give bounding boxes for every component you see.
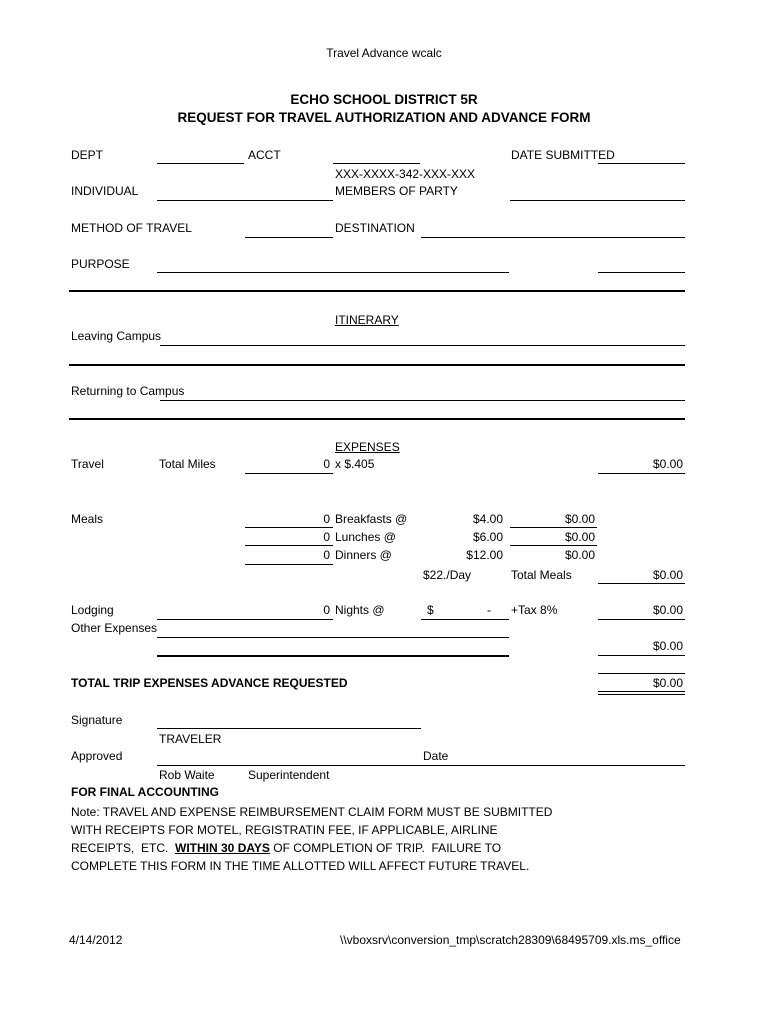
breakfast-total: $0.00	[564, 512, 595, 526]
acct-label: ACCT	[248, 148, 281, 162]
tax-label: +Tax 8%	[511, 603, 558, 617]
lunch-total-line	[510, 545, 597, 546]
individual-field-line[interactable]	[157, 200, 333, 201]
form-title-request: REQUEST FOR TRAVEL AUTHORIZATION AND ADVANCE FORM	[177, 110, 591, 125]
mileage-rate: x $.405	[335, 457, 375, 471]
purpose-extra-line[interactable]	[598, 272, 685, 273]
grand-total-underline-1	[598, 691, 685, 692]
grand-total-top-line	[598, 673, 685, 674]
lunch-rate: $6.00	[472, 530, 503, 544]
members-of-party-label: MEMBERS OF PARTY	[335, 184, 458, 198]
returning-campus-label: Returning to Campus	[71, 384, 185, 398]
expenses-heading: EXPENSES	[335, 440, 400, 454]
purpose-label: PURPOSE	[71, 257, 130, 271]
returning-campus-line-2[interactable]	[69, 418, 685, 420]
per-day-rate: $22./Day	[423, 568, 472, 582]
leaving-campus-line-2[interactable]	[69, 364, 685, 366]
approved-line[interactable]	[157, 765, 685, 766]
footer-file-path: \\vboxsrv\conversion_tmp\scratch28309\68495709.xls.ms_office	[340, 933, 681, 947]
lodging-rate[interactable]: -	[487, 603, 491, 617]
breakfast-total-line	[510, 527, 597, 528]
returning-campus-line[interactable]	[160, 400, 685, 401]
nights-label: Nights @	[335, 603, 385, 617]
total-meals-label: Total Meals	[511, 568, 572, 582]
acct-value: XXX-XXXX-342-XXX-XXX	[335, 167, 476, 181]
approved-label: Approved	[71, 749, 123, 763]
dept-label: DEPT	[71, 148, 104, 162]
other-expenses-label: Other Expenses	[71, 621, 158, 635]
dept-field-line[interactable]	[157, 163, 244, 164]
individual-label: INDIVIDUAL	[71, 184, 139, 198]
approver-title: Superintendent	[248, 768, 330, 782]
purpose-second-line[interactable]	[69, 290, 685, 292]
method-of-travel-label: METHOD OF TRAVEL	[71, 221, 192, 235]
other-expenses-total: $0.00	[652, 639, 683, 653]
total-advance-label: TOTAL TRIP EXPENSES ADVANCE REQUESTED	[71, 676, 348, 690]
sheet-title: Travel Advance wcalc	[326, 46, 442, 60]
note-line-1: Note: TRAVEL AND EXPENSE REIMBURSEMENT CLAIM FORM MUST BE SUBMITTED	[71, 805, 553, 819]
total-meals-line	[598, 583, 685, 584]
breakfast-label: Breakfasts @	[335, 512, 408, 526]
lunch-total: $0.00	[564, 530, 595, 544]
travel-total-line	[598, 473, 685, 474]
breakfast-qty-line	[245, 527, 333, 528]
note-line-3-start: RECEIPTS, ETC.	[71, 841, 176, 855]
lodging-total-line	[598, 619, 685, 620]
acct-field-line[interactable]	[333, 163, 420, 164]
travel-total: $0.00	[652, 457, 683, 471]
note-line-2: WITH RECEIPTS FOR MOTEL, REGISTRATIN FEE, IF APPLICABLE, AIRLINE	[71, 823, 498, 837]
destination-field-line[interactable]	[421, 237, 685, 238]
miles-field-line	[245, 473, 333, 474]
grand-total-underline-2	[598, 694, 685, 695]
other-expenses-total-line	[598, 655, 685, 656]
other-expenses-line-2[interactable]	[157, 655, 509, 657]
dinner-qty-line	[245, 564, 333, 565]
dinner-label: Dinners @	[335, 548, 392, 562]
lodging-field-line[interactable]	[157, 619, 333, 620]
leaving-campus-line[interactable]	[160, 345, 685, 346]
final-accounting-heading: FOR FINAL ACCOUNTING	[71, 785, 219, 799]
note-line-4: COMPLETE THIS FORM IN THE TIME ALLOTTED WILL AFFECT FUTURE TRAVEL.	[71, 859, 530, 873]
lunch-qty[interactable]: 0	[323, 530, 330, 544]
signature-line[interactable]	[157, 728, 421, 729]
members-field-line[interactable]	[510, 200, 685, 201]
breakfast-rate: $4.00	[472, 512, 503, 526]
signature-label: Signature	[71, 713, 123, 727]
total-miles-label: Total Miles	[159, 457, 216, 471]
nights-qty[interactable]: 0	[323, 603, 330, 617]
dinner-total: $0.00	[564, 548, 595, 562]
miles-value[interactable]: 0	[323, 457, 330, 471]
note-deadline: WITHIN 30 DAYS	[175, 841, 270, 855]
grand-total-value: $0.00	[652, 676, 683, 690]
dinner-qty[interactable]: 0	[323, 548, 330, 562]
lodging-label: Lodging	[71, 603, 114, 617]
traveler-label: TRAVELER	[159, 732, 222, 746]
approver-name: Rob Waite	[159, 768, 215, 782]
lodging-total: $0.00	[652, 603, 683, 617]
lunch-label: Lunches @	[335, 530, 396, 544]
note-line-3	[71, 841, 501, 855]
leaving-campus-label: Leaving Campus	[71, 329, 162, 343]
note-line-3-end: OF COMPLETION OF TRIP. FAILURE TO	[269, 841, 502, 855]
lodging-dollar: $	[427, 603, 434, 617]
dinner-rate: $12.00	[466, 548, 503, 562]
date-label: Date	[423, 749, 449, 763]
purpose-field-line[interactable]	[157, 272, 509, 273]
date-submitted-field-line[interactable]	[598, 163, 685, 164]
meals-label: Meals	[71, 512, 104, 526]
travel-label: Travel	[71, 457, 104, 471]
form-title-district: ECHO SCHOOL DISTRICT 5R	[290, 92, 478, 107]
breakfast-qty[interactable]: 0	[323, 512, 330, 526]
footer-date: 4/14/2012	[69, 933, 123, 947]
destination-label: DESTINATION	[335, 221, 415, 235]
lunch-qty-line	[245, 545, 333, 546]
other-expenses-line-1[interactable]	[157, 637, 509, 638]
method-field-line[interactable]	[245, 237, 333, 238]
date-submitted-label: DATE SUBMITTED	[511, 148, 615, 162]
itinerary-heading: ITINERARY	[335, 313, 399, 327]
total-meals-value: $0.00	[652, 568, 683, 582]
lodging-rate-line	[421, 619, 509, 620]
